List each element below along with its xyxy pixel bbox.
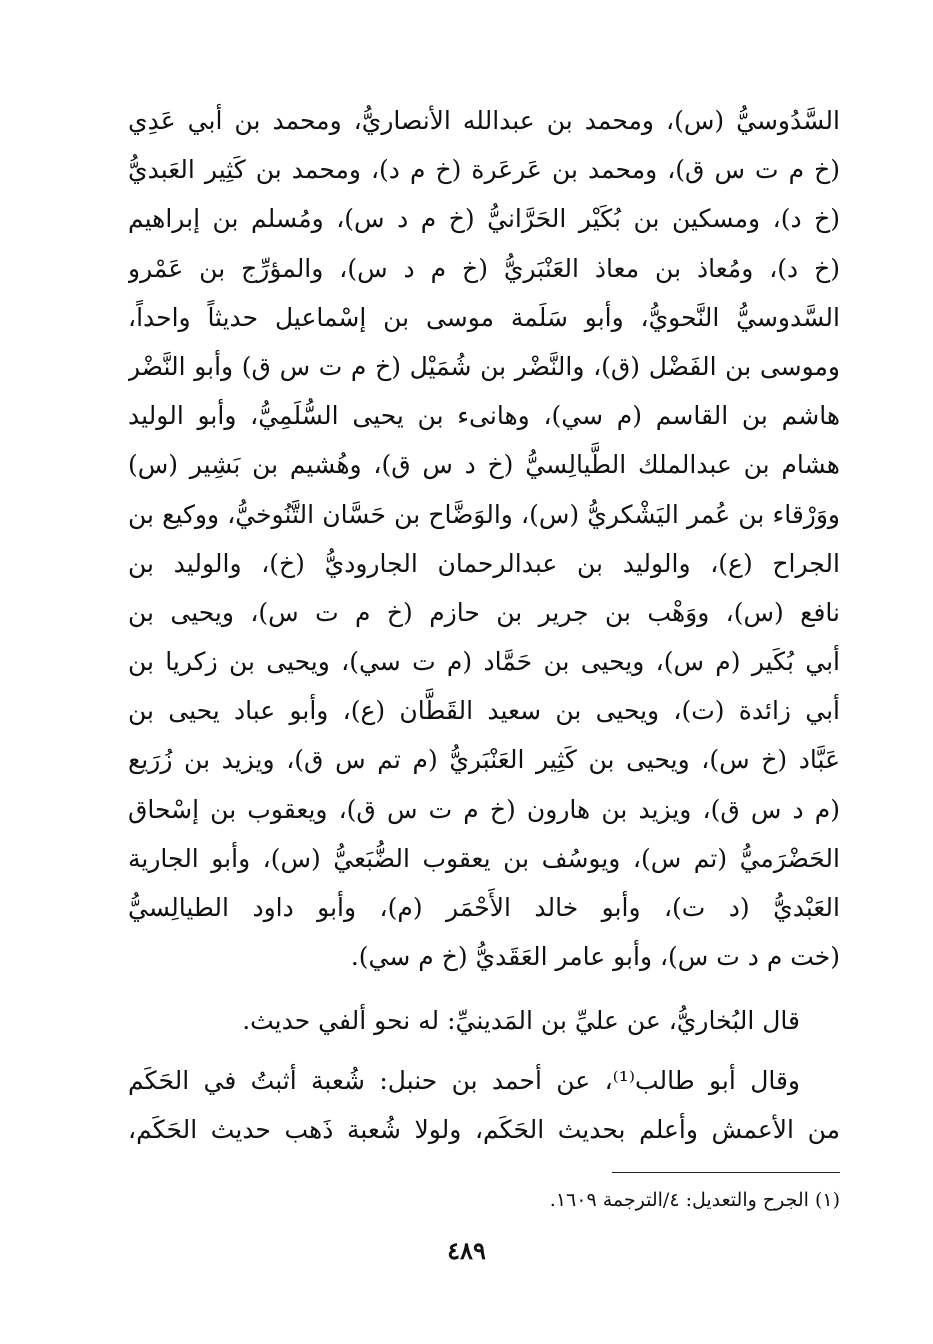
text-line: (خ د)، ومُعاذ بن معاذ العَنْبَريُّ (خ م د س)، والمؤرِّج بن عَمْرو (128, 253, 840, 283)
text-line: هاشم بن القاسم (م سي)، وهانىء بن يحيى السُّلَمِيُّ، وأبو الوليد (128, 401, 840, 431)
text-line: ووَرْقاء بن عُمر اليَشْكريُّ (س)، والوَضَّاح بن حَسَّان التَّنُوخيُّ، ووكيع بن (128, 499, 840, 529)
page-number: ٤٨٩ (447, 1236, 486, 1265)
text-line: قال البُخاريُّ، عن عليِّ بن المَدينيِّ: له نحو ألفي حديث. (242, 1006, 800, 1035)
text-line: وموسى بن الفَضْل (ق)، والنَّضْر بن شُمَيْل (خ م ت س ق) وأبو النَّضْر (128, 351, 840, 381)
footnote: (١) الجرح والتعديل: ٤/الترجمة ١٦٠٩. (549, 1189, 840, 1211)
text-line: نافع (س)، ووَهْب بن جرير بن حازم (خ م ت س)، ويحيى بن (128, 597, 840, 627)
text-line: أبي زائدة (ت)، ويحيى بن سعيد القَطَّان (ع)، وأبو عباد يحيى بن (128, 696, 840, 726)
text-line: الجراح (ع)، والوليد بن عبدالرحمان الجاروديُّ (خ)، والوليد بن (128, 548, 840, 578)
text-line: هشام بن عبدالملك الطَّيالِسيُّ (خ د س ق)، وهُشيم بن بَشِير (س) (128, 450, 840, 480)
text-line: (م د س ق)، ويزيد بن هارون (خ م ت س ق)، ويعقوب بن إسْحاق (128, 794, 840, 824)
text-line: (خ م ت س ق)، ومحمد بن عَرعَرة (خ م د)، ومحمد بن كَثِير العَبديُّ (128, 155, 840, 185)
text-line: من الأعمش وأعلم بحديث الحَكَم، ولولا شُعبة ذَهب حديث الحَكَم، (128, 1115, 840, 1144)
narrator-list-text (128, 96, 840, 981)
text-line: عَبَّاد (خ س)، ويحيى بن كَثِير العَنْبَريُّ (م تم س ق)، ويزيد بن زُرَيع (128, 745, 840, 775)
text-line: العَبْديُّ (د ت)، وأبو خالد الأَحْمَر (م)، وأبو داود الطيالِسيُّ (128, 893, 840, 922)
text-line: وقال أبو طالب⁽¹⁾، عن أحمد بن حنبل: شُعبة أثبتُ في الحَكَم (128, 1066, 800, 1095)
text-line: الحَضْرَميُّ (تم س)، ويوسُف بن يعقوب الضُّبَعيُّ (س)، وأبو الجارية (128, 843, 840, 873)
text-line: السَّدُوسيُّ (س)، ومحمد بن عبدالله الأنصاريُّ، ومحمد بن أبي عَدِي (128, 106, 840, 135)
abu-talib-quote-paragraph (128, 1056, 840, 1154)
footnote-divider (612, 1172, 840, 1173)
text-line: أبي بُكَير (م س)، ويحيى بن حَمَّاد (م ت سي)، ويحيى بن زكريا بن (128, 647, 840, 677)
text-line: السَّدوسيُّ النَّحويُّ، وأبو سَلَمة موسى بن إسْماعيل حديثاً واحداً، (128, 302, 840, 332)
text-line: (خت م د ت س)، وأبو عامر العَقَديُّ (خ م سي). (350, 942, 840, 972)
text-line: (خ د)، ومسكين بن بُكَيْر الحَرَّانيُّ (خ م د س)، ومُسلم بن إبراهيم (128, 204, 840, 234)
bukhari-quote-paragraph (128, 996, 840, 1045)
